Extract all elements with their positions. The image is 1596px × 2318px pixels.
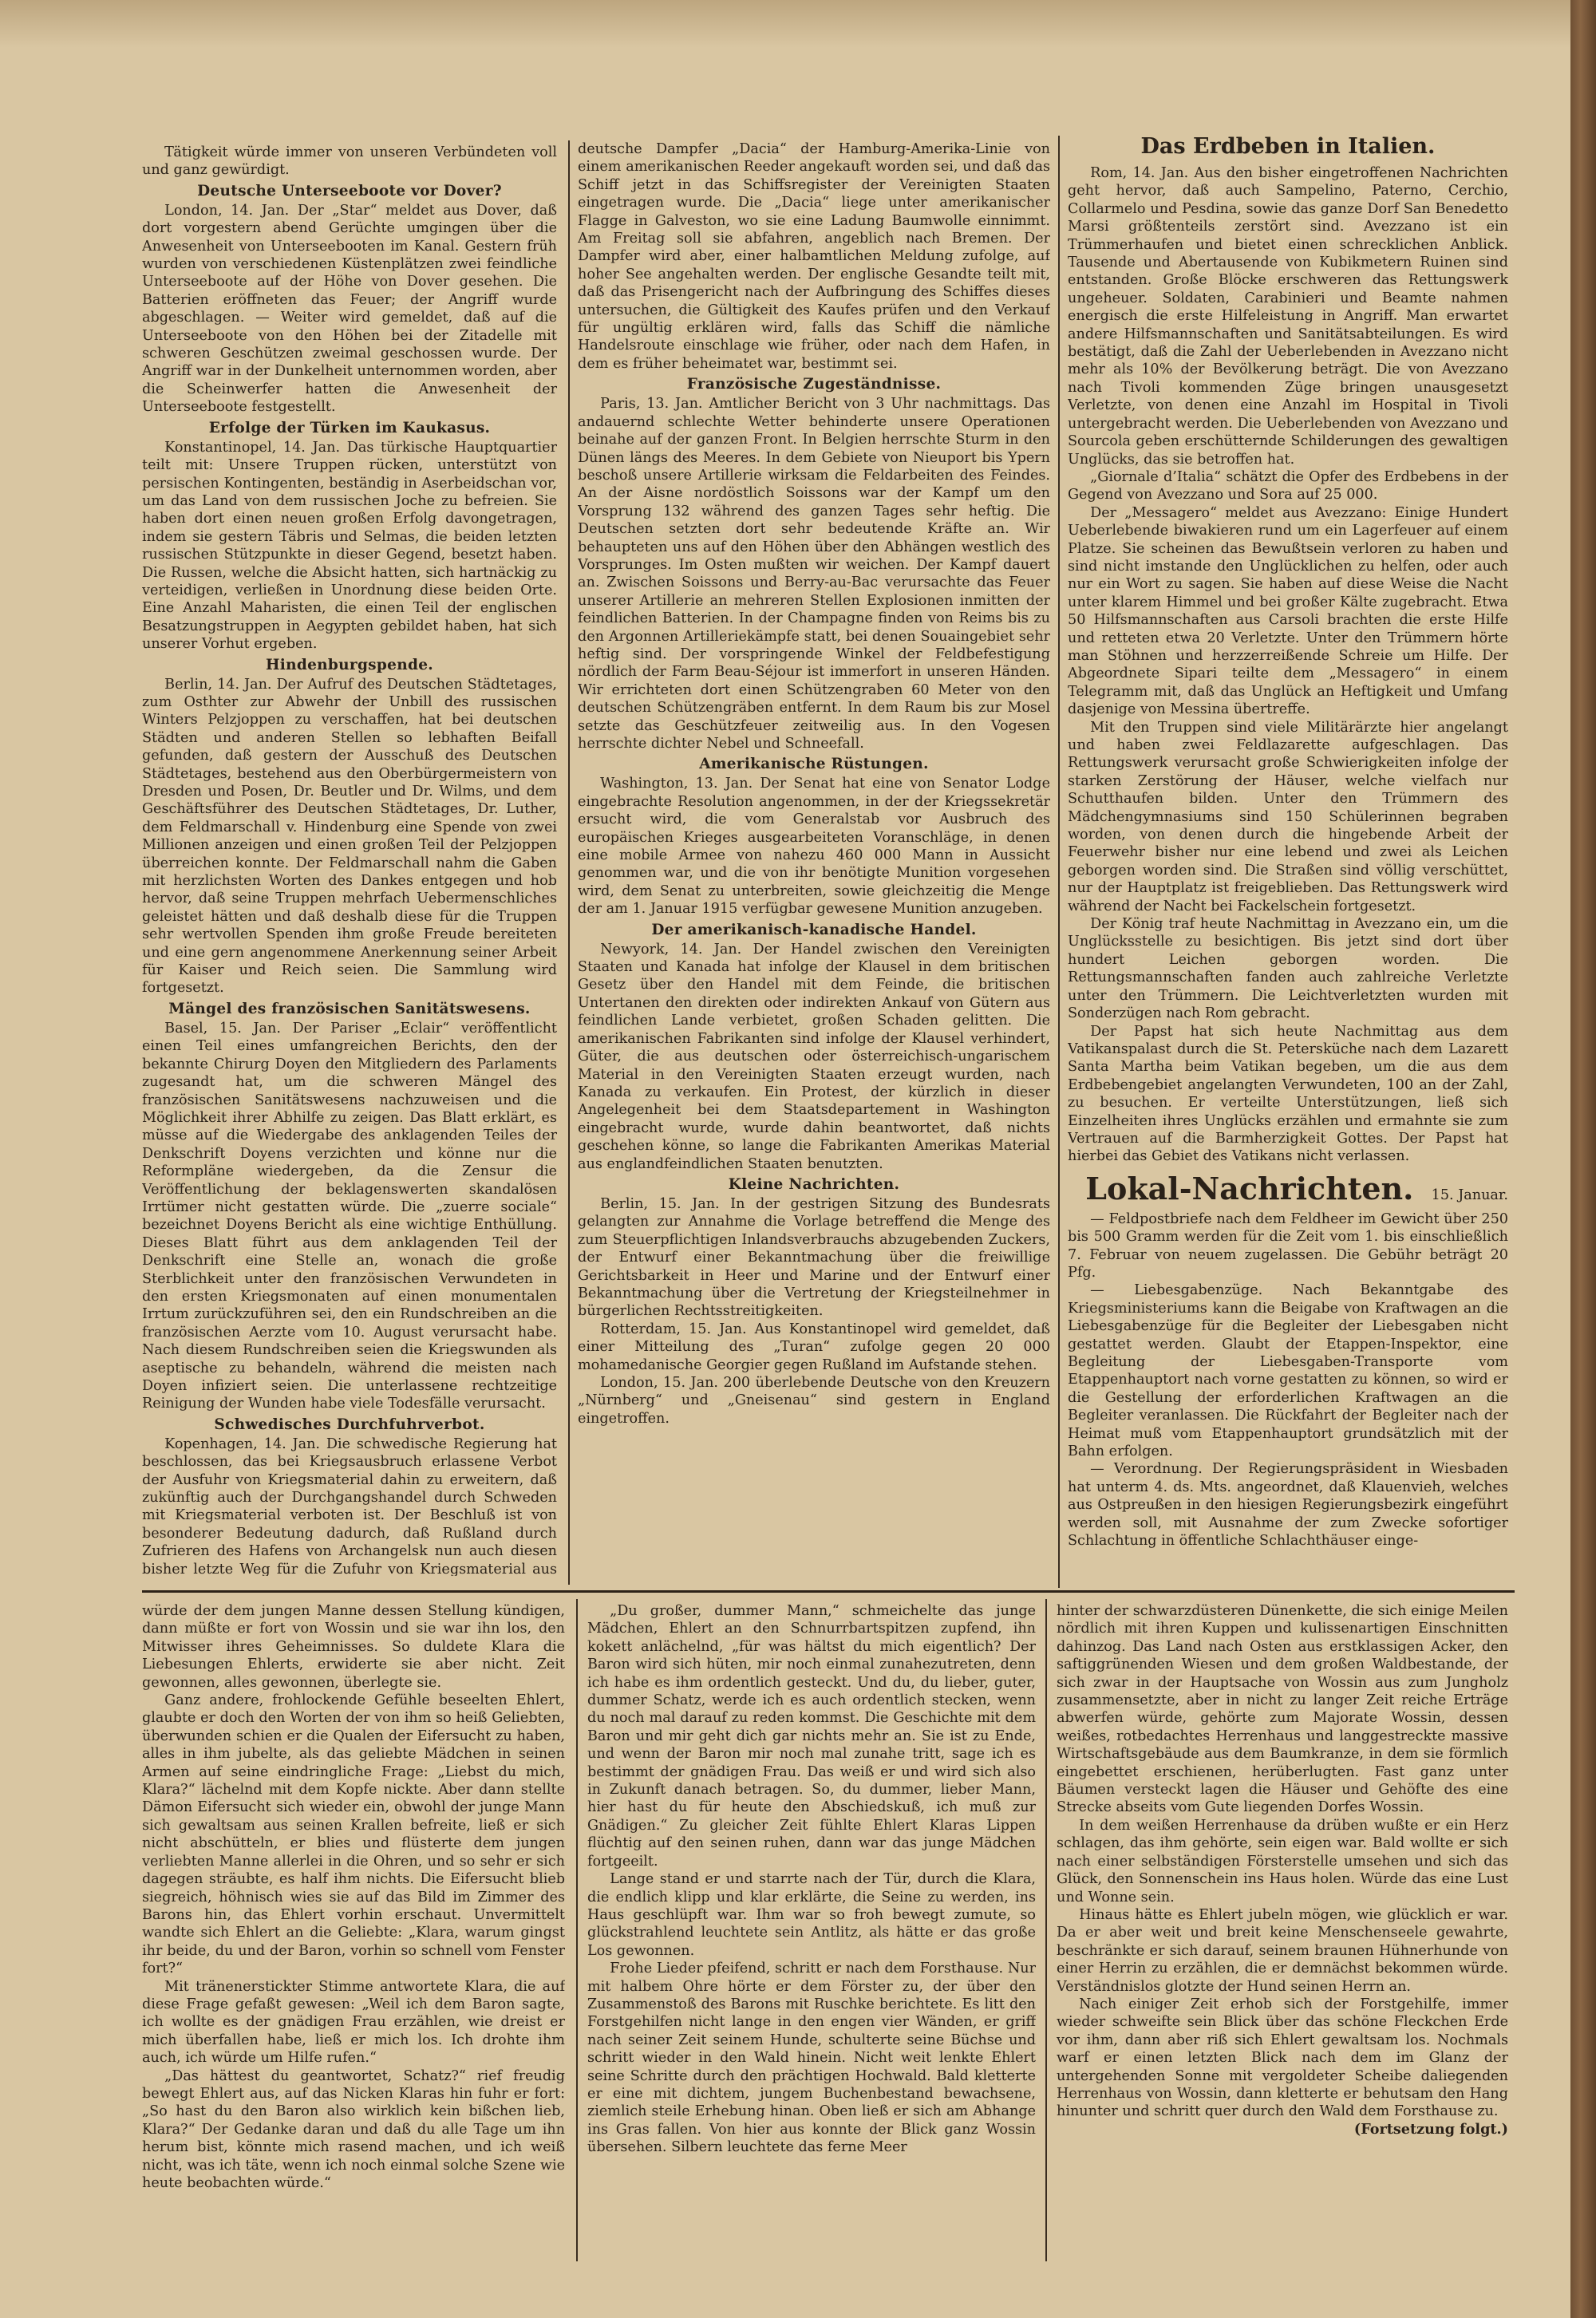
top-column-2 xyxy=(578,140,1050,1577)
article-paragraph: deutsche Dampfer „Dacia“ der Hamburg-Amerika-Linie von einem amerikanischen Reeder angekauft worden sei, und daß das Schiff jetzt in das Schiffsregister der Vereinigten Staaten eingetragen wurde. Die „Dacia“ liege unter amerikanischer Flagge in Galveston, wo sie eine Ladung Baumwolle einnimmt. Am Freitag soll sie abfahren, angeblich nach Bremen. Der Dampfer wird aber, einer halbamtlichen Meldung zufolge, auf hoher See angehalten werden. Der englische Gesandte teilt mit, daß das Prisengericht nach der Aufbringung des Schiffes dieses untersuchen, die Gültigkeit des Kaufes prüfen und den Verkauf für ungültig erklären wird, falls das Schiff die nämliche Handelsroute einschlage wie früher, oder nach dem Hafen, in dem es früher beheimatet war, bestimmt sei. xyxy=(578,141,1050,372)
article-paragraph: würde der dem jungen Manne dessen Stellung kündigen, dann müßte er fort von Wossin und sie war ihn los, den Mitwisser ihres Geheimnisses. So duldete Klara die Liebesungen Ehlerts, erwiderte sie aber nicht. Zeit gewonnen, alles gewonnen, überlegte sie. xyxy=(142,1603,565,1691)
article-paragraph: Frohe Lieder pfeifend, schritt er nach dem Forsthause. Nur mit halbem Ohre hörte er dem Förster zu, der über den Zusammenstoß des Barons mit Ruschke berichtete. Es litt den Forstgehilfen nicht lange in den engen vier Wänden, er griff nach seiner Zeit seinem Hunde, schulterte seine Büchse und schritt wieder in den Wald hinein. Nicht weit lenkte Ehlert seine Schritte durch den prächtigen Hochwald. Bald kletterte er eine mit dichtem, jungem Buchenbestand bewachsene, ziemlich steile Erhebung hinan. Oben ließ er sich am Abhange ins Gras fallen. Von hier aus konnte der Blick ganz Wossin übersehen. Silbern leuchtete das ferne Meer xyxy=(587,1961,1036,2156)
article-heading: Deutsche Unterseeboote vor Dover? xyxy=(197,182,502,199)
page-top-shadow xyxy=(0,0,1570,48)
article-paragraph: Ganz andere, frohlockende Gefühle beseelten Ehlert, glaubte er doch den Worten der von ihm so heiß Geliebten, überwunden schien er die Qualen der Eifersucht zu haben, alles in ihm jubelte, als das geliebte Mädchen in seinen Armen auf seine eindringliche Frage: „Liebst du mich, Klara?“ lächelnd mit dem Kopfe nickte. Aber dann stellte Dämon Eifersucht sich wieder ein, obwohl der junge Mann sich gewaltsam aus seinen Krallen befreite, ließ er sich nicht abschütteln, er blies und flüsterte dem jungen verliebten Manne allerlei in die Ohren, und so sehr er sich dagegen sträubte, es half ihm nichts. Die Eifersucht blieb siegreich, höhnisch wies sie auf das Bild im Zimmer des Barons hin, das Ehlert vorhin erschaut. Unvermittelt wandte sich Ehlert an die Geliebte: „Klara, warum gingst ihr beide, du und der Baron, vorhin so schnell vom Fenster fort?“ xyxy=(142,1692,565,1977)
lokal-nachrichten-header xyxy=(1068,1171,1508,1207)
article-paragraph: Nach einiger Zeit erhob sich der Forstgehilfe, immer wieder schweifte sein Blick über das schöne Fleckchen Erde vor ihm, dann aber riß sich Ehlert gewaltsam los. Nochmals warf er einen letzten Blick nach dem im Glanz der untergehenden Sonne mit vergoldeter Scheibe daliegenden Herrenhaus von Wossin, dann kletterte er behutsam den Hang hinunter und schritt quer durch den Wald dem Forsthause zu. xyxy=(1057,1996,1508,2120)
top-column-1 xyxy=(142,144,557,1576)
article-paragraph: Basel, 15. Jan. Der Pariser „Eclair“ veröffentlicht einen Teil eines umfangreichen Berichts, den der bekannte Chirurg Doyen den Mitgliedern des Parlaments zugesandt hat, um die schweren Mängel des französischen Sanitätswesens nachzuweisen und die Möglichkeit ihrer Abhilfe zu zeigen. Das Blatt erklärt, es müsse auf die Wiedergabe des anklagenden Teiles der Denkschrift Doyens verzichten und könne nur die Reformpläne wiedergeben, da die Zensur die Veröffentlichung der beklagenswerten skandalösen Irrtümer nicht gestatten würde. Die „zuerre sociale“ bezeichnet Doyens Bericht als eine wichtige Enthüllung. Dieses Blatt führt aus dem anklagenden Teil der Denkschrift eine Stelle an, wonach die große Sterblichkeit unter den französischen Verwundeten in den ersten Kriegsmonaten auf einen monumentalen Irrtum zurückzuführen sei, den ein Rundschreiben an die französischen Aerzte vom 10. August verursacht habe. Nach diesem Rundschreiben seien die Kriegswunden als aseptische zu behandeln, während die meisten nach Doyen infiziert seien. Die unterlassene rechtzeitige Reinigung der Wunden habe viele Todesfälle verursacht. xyxy=(142,1020,557,1412)
article-paragraph: Berlin, 14. Jan. Der Aufruf des Deutschen Städtetages, zum Osthter zur Abwehr der Unbill des russischen Winters Pelzjoppen zu verschaffen, hat bei deutschen Städten und anderen Stellen so lebhaften Beifall gefunden, daß gestern der Ausschuß des Deutschen Städtetages, bestehend aus den Oberbürgermeistern von Dresden und Posen, Dr. Beutler und Dr. Wilms, und dem Geschäftsführer des Deutschen Städtetages, Dr. Luther, dem Feldmarschall v. Hindenburg eine Spende von zwei Millionen anzeigen und einen großen Teil der Pelzjoppen überreichen konnte. Der Feldmarschall nahm die Gaben mit herzlichsten Worten des Dankes entgegen und hob hervor, daß seine Truppen mehrfach Uebermenschliches geleistet hätten und daß deshalb diese für die Truppen sehr wertvollen Spenden ihm große Freude bereiteten und eine gern angenommene Anerkennung seiner Arbeit für Kaiser und Reich seien. Die Sammlung wird fortgesetzt. xyxy=(142,676,557,997)
article-heading: Schwedisches Durchfuhrverbot. xyxy=(214,1416,485,1433)
article-paragraph: hinter der schwarzdüsteren Dünenkette, die sich einige Meilen nördlich mit ihren Kuppen und kulissenartigen Einschnitten dahinzog. Das Land nach Osten aus erstklassigen Acker, den saftiggrünenden Wiesen und dem großen Waldbestande, der sich zwar in der Hauptsache von Wossin aus zum Jungholz zusammensetzte, aber in nicht zu langer Zeit reiche Erträge abwerfen würde, gehörte zum Majorate Wossin, dessen weißes, rotbedachtes Herrenhaus und langgestreckte massive Wirtschaftsgebäude aus dem Baumkranze, in dem sie förmlich eingebettet erschienen, herüberlugten. Fast ganz unter Bäumen versteckt lagen die Häuser und Gehöfte des eine Strecke abseits vom Gute liegenden Dorfes Wossin. xyxy=(1057,1603,1508,1816)
article-heading: Der amerikanisch-kanadische Handel. xyxy=(651,921,977,938)
article-paragraph: Kopenhagen, 14. Jan. Die schwedische Regierung hat beschlossen, das bei Kriegsausbruch erlassene Verbot der Ausfuhr von Kriegsmaterial dahin zu erweitern, daß zukünftig auch der Durchgangshandel durch Schweden mit Kriegsmaterial verboten ist. Der Beschluß ist von besonderer Bedeutung dadurch, daß Rußland durch Zufrieren des Hafens von Archangelsk nun auch diesen bisher letzte Weg für die Zufuhr von Kriegsmaterial aus xyxy=(142,1435,557,1576)
article-paragraph: — Liebesgabenzüge. Nach Bekanntgabe des Kriegsministeriums kann die Beigabe von Kraftwagen an die Liebesgabenzüge für die Begleiter der Liebesgaben nicht gestattet werden. Glaubt der Etappen-Inspektor, eine Begleitung der Liebesgaben-Transporte vom Etappenhauptort nach vorne gestatten zu können, so wird er die Gestellung der erforderlichen Kraftwagen an die Begleiter veranlassen. Die Rückfahrt der Begleiter nach der Heimat muß vom Etappenhauptort grundsätzlich mit der Bahn erfolgen. xyxy=(1068,1282,1508,1460)
column-rule xyxy=(1045,1599,1047,2261)
article-paragraph: — Verordnung. Der Regierungspräsident in Wiesbaden hat unterm 4. ds. Mts. angeordnet, daß Klauenvieh, welches aus Ostpreußen in den hiesigen Regierungsbezirk eingeführt werden soll, mit Ausnahme der zum Zwecke sofortiger Schlachtung in öffentliche Schlachthäuser einge- xyxy=(1068,1461,1508,1550)
article-paragraph: Konstantinopel, 14. Jan. Das türkische Hauptquartier teilt mit: Unsere Truppen rücken, unterstützt von persischen Kontingenten, beständig in Aserbeidschan vor, um das Land von dem russischen Joche zu befreien. Sie haben dort einen neuen großen Erfolg davongetragen, indem sie gestern Täbris und Selmas, die beiden letzten russischen Stützpunkte in dieser Gegend, besetzt haben. Die Russen, welche die Absicht hatten, sich hartnäckig zu verteidigen, verließen in Unordnung diese beiden Orte. Eine Anzahl Maharisten, die einen Teil der englischen Besatzungstruppen in Aegypten gebildet haben, hat sich unserer Vorhut ergeben. xyxy=(142,439,557,653)
article-heading: Mängel des französischen Sanitätswesens. xyxy=(168,1000,531,1017)
section-heading: Lokal-Nachrichten. xyxy=(1085,1170,1414,1206)
article-paragraph: Washington, 13. Jan. Der Senat hat eine von Senator Lodge eingebrachte Resolution angenommen, in der der Kriegssekretär ersucht wird, die vom Generalstab vor Ausbruch des europäischen Krieges ausgearbeiteten Voranschläge, in denen eine mobile Armee von nahezu 460 000 Mann in Aussicht genommen war, und die von ihr benötigte Munition vorgesehen wird, dem Senat zu unterbreiten, sowie gleichzeitig die Menge der am 1. Januar 1915 verfügbar gewesene Munition anzugeben. xyxy=(578,776,1050,918)
column-rule xyxy=(576,1599,578,2261)
article-paragraph: Der König traf heute Nachmittag in Avezzano ein, um die Unglücksstelle zu besichtigen. Bis jetzt sind dort über hundert Leichen geborgen worden. Die Rettungsmannschaften fanden auch zahlreiche Verletzte unter den Trümmern. Die Leichtverletzten wurden mit Sonderzügen nach Rom gebracht. xyxy=(1068,916,1508,1022)
article-heading: Amerikanische Rüstungen. xyxy=(699,756,929,773)
article-paragraph: Der Papst hat sich heute Nachmittag aus dem Vatikanspalast durch die St. Petersküche nach dem Lazarett Santa Martha beim Vatikan begeben, um die aus dem Erdbebengebiet angelangten Verwundeten, 100 an der Zahl, zu besuchen. Er verteilte Unterstützungen, ließ sich Einzelheiten ihres Unglücks erzählen und ermahnte sie zum Vertrauen auf die Barmherzigkeit Gottes. Der Papst hat hierbei das Gebiet des Vatikans nicht verlassen. xyxy=(1068,1023,1508,1165)
article-paragraph: Hinaus hätte es Ehlert jubeln mögen, wie glücklich er war. Da er aber weit und breit keine Menschenseele gewahrte, beschränkte er sich darauf, seinem braunen Hühnerhunde von einer Herrin zu erzählen, die er demnächst bekommen würde. Verständnislos glotzte der Hund seinen Herrn an. xyxy=(1057,1906,1508,1995)
continuation-note: (Fortsetzung folgt.) xyxy=(1353,2120,1508,2138)
article-heading: Erfolge der Türken im Kaukasus. xyxy=(208,419,491,436)
section-heading: Das Erdbeben in Italien. xyxy=(1140,134,1436,159)
article-paragraph: London, 14. Jan. Der „Star“ meldet aus Dover, daß dort vorgestern abend Gerüchte umgingen über die Anwesenheit von Unterseebooten im Kanal. Gestern früh wurden von verschiedenen Küstenplätzen zwei feindliche Unterseeboote auf der Höhe von Dover gesehen. Die Batterien eröffneten das Feuer; der Angriff wurde abgeschlagen. — Weiter wird gemeldet, daß auf die Unterseeboote von den Höhen bei der Zitadelle mit schweren Geschützen zweimal geschossen wurde. Der Angriff war in der Dunkelheit unternommen worden, aber die Scheinwerfer hatten die Anwesenheit der Unterseeboote festgestellt. xyxy=(142,202,557,416)
article-paragraph: „Du großer, dummer Mann,“ schmeichelte das junge Mädchen, Ehlert an den Schnurrbartspitzen zupfend, ihn kokett anlächelnd, „für was hältst du mich eigentlich? Der Baron wird sich hüten, mir noch einmal zunahezutreten, denn ich habe es ihm ordentlich gesteckt. Und du, du lieber, guter, dummer Schatz, werde ich es auch ordentlich stecken, wenn du noch mal darauf zu reden kommst. Die Geschichte mit dem Baron und mir geht dich gar nichts mehr an. Sie ist zu Ende, und wenn der Baron mir noch mal zunahe tritt, sage ich es bestimmt der gnädigen Frau. Das weiß er und wird sich also in Zukunft danach betragen. So, du dummer, lieber Mann, hier hast du für heute den Abschiedskuß, ich muß zur Gnädigen.“ Zu gleicher Zeit fühlte Ehlert Klaras Lippen flüchtig auf den seinen ruhen, dann war das junge Mädchen fortgeeilt. xyxy=(587,1603,1036,1870)
article-paragraph: In dem weißen Herrenhause da drüben wußte er ein Herz schlagen, das ihm gehörte, sein eigen war. Bald wollte er sich nach einer selbständigen Försterstelle umsehen und sich das Glück, den Sonnenschein ins Haus holen. Würde das eine Lust und Wonne sein. xyxy=(1057,1817,1508,1905)
article-paragraph: — Feldpostbriefe nach dem Feldheer im Gewicht über 250 bis 500 Gramm werden für die Zeit vom 1. bis einschließlich 7. Februar von neuem zugelassen. Die Gebühr beträgt 20 Pfg. xyxy=(1068,1210,1508,1281)
bottom-column-2 xyxy=(587,1602,1036,2257)
article-paragraph: Rotterdam, 15. Jan. Aus Konstantinopel wird gemeldet, daß einer Mitteilung des „Turan“ zufolge gegen 20 000 mohamedanische Georgier gegen Rußland im Aufstande stehen. xyxy=(578,1321,1050,1373)
article-paragraph: Lange stand er und starrte nach der Tür, durch die Klara, die endlich klipp und klar erklärte, die Seine zu werden, ins Haus geschlüpft war. Ihm war so froh bewegt zumute, so glückstrahlend leuchtete sein Antlitz, als hätte er das große Los gewonnen. xyxy=(587,1871,1036,1959)
column-rule xyxy=(568,140,570,1585)
bottom-column-3 xyxy=(1057,1602,1508,2257)
section-divider xyxy=(142,1590,1515,1593)
page-edge xyxy=(1570,0,1596,2318)
article-heading: Hindenburgspende. xyxy=(266,656,433,673)
article-paragraph: Mit tränenerstickter Stimme antwortete Klara, die auf diese Frage gefaßt gewesen: „Weil ich dem Baron sagte, ich wollte es der gnädigen Frau erzählen, wie dreist er mich überfallen habe, ließ er mich los. Ich drohte ihm auch, ich würde um Hilfe rufen.“ xyxy=(142,1978,565,2067)
top-column-3 xyxy=(1068,132,1508,1582)
column-rule xyxy=(1058,136,1060,1588)
article-paragraph: Paris, 13. Jan. Amtlicher Bericht von 3 Uhr nachmittags. Das andauernd schlechte Wetter behinderte unsere Operationen beinahe auf der ganzen Front. In Belgien herrschte Sturm in den Dünen längs des Meeres. In dem Gebiete von Nieuport bis Ypern beschoß unsere Artillerie wirksam die Feldarbeiten des Feindes. An der Aisne nordöstlich Soissons war der Kampf um den Vorsprung 132 während des ganzen Tages sehr heftig. Die Deutschen setzten dort sehr bedeutende Kräfte an. Wir behaupteten uns auf den Höhen über den Abhängen westlich des Vorsprunges. Im Osten mußten wir weichen. Der Kampf dauert an. Zwischen Soissons und Berry-au-Bac verursachte das Feuer unserer Artillerie an mehreren Stellen Explosionen inmitten der feindlichen Batterien. In der Champagne finden von Reims bis zu den Argonnen Artilleriekämpfe statt, bei denen Souaingebiet sehr heftig sind. Der vorspringende Winkel der Feldbefestigung nördlich der Farm Beau-Séjour ist immerfort in unseren Händen. Wir errichteten dort einen Schützengraben 60 Meter von den deutschen Schützengräben entfernt. In dem Raum bis zur Mosel setzte das Geschützfeuer zeitweilig aus. In den Vogesen herrschte dichter Nebel und Schneefall. xyxy=(578,396,1050,752)
article-paragraph: Newyork, 14. Jan. Der Handel zwischen den Vereinigten Staaten und Kanada hat infolge der Klausel in dem britischen Gesetz über den Handel mit dem Feinde, die britischen Untertanen den direkten oder indirekten Ankauf von Gütern aus feindlichen Lande verbietet, großen Schaden gelitten. Die amerikanischen Fabrikanten sind infolge der Klausel verhindert, Güter, die aus deutschen oder österreichisch-ungarischem Material in den Vereinigten Staaten erzeugt wurden, nach Kanada zu verkaufen. Ein Protest, der kürzlich in dieser Angelegenheit bei dem Staatsdepartement in Washington eingebracht wurde, wurde dahin beantwortet, daß nichts geschehen könne, so lange die Fabrikanten Amerikas Material aus englandfeindlichen Staaten benutzten. xyxy=(578,941,1050,1172)
article-paragraph: Tätigkeit würde immer von unseren Verbündeten voll und ganz gewürdigt. xyxy=(142,144,557,179)
article-paragraph: Rom, 14. Jan. Aus den bisher eingetroffenen Nachrichten geht hervor, daß auch Sampelino, Paterno, Cerchio, Collarmelo und Pesdina, sowie das ganze Dorf San Benedetto Marsi größtenteils zerstört sind. Avezzano ist ein Trümmerhaufen und bietet einen schrecklichen Anblick. Tausende und Abertausende von Kubikmetern Ruinen sind entstanden. Große Blöcke erschweren das Rettungswerk ungeheuer. Soldaten, Carabinieri und Beamte nahmen energisch die erste Hilfeleistung in Angriff. Man erwartet andere Hilfsmannschaften und Sanitätsabteilungen. Es wird bestätigt, daß die Zahl der Ueberlebenden in Avezzano nicht mehr als 10% der Bevölkerung beträgt. Die von Avezzano nach Tivoli kommenden Züge bringen unausgesetzt Verletzte, von denen eine Anzahl im Hospital in Tivoli untergebracht werden. Die Ueberlebenden von Avezzano und Sourcola geben erschütternde Schilderungen des gewaltigen Unglücks, das sie betroffen hat. xyxy=(1068,165,1508,468)
bottom-column-1 xyxy=(142,1602,565,2257)
article-heading: Kleine Nachrichten. xyxy=(728,1175,900,1193)
article-paragraph: „Das hättest du geantwortet, Schatz?“ rief freudig bewegt Ehlert aus, auf das Nicken Klaras hin fuhr er fort: „So hast du den Baron also wirklich kein bißchen lieb, Klara?“ Der Gedanke daran und daß du alle Tage um ihn herum bist, könnte mich rasend machen, und ich weiß nicht, was ich täte, wenn ich noch einmal solche Szene wie heute beobachten würde.“ xyxy=(142,2067,565,2191)
article-paragraph: „Giornale d’Italia“ schätzt die Opfer des Erdbebens in der Gegend von Avezzano und Sora auf 25 000. xyxy=(1068,468,1508,503)
article-heading: Französische Zugeständnisse. xyxy=(686,376,942,393)
article-paragraph: Der „Messagero“ meldet aus Avezzano: Einige Hundert Ueberlebende biwakieren rund um ein Lagerfeuer auf einem Platze. Sie scheinen das Bewußtsein verloren zu haben und sind nicht imstande den Unglücklichen zu helfen, oder auch nur ein Wort zu sagen. Sie haben auf diese Weise die Nacht unter klarem Himmel und bei großer Kälte zugebracht. Etwa 50 Hilfsmannschaften aus Carsoli brachten die erste Hilfe und retteten etwa 20 Verletzte. Unter den Trümmern hörte man Stöhnen und herzzerreißende Schreie um Hilfe. Der Abgeordnete Sipari teilte dem „Messagero“ in einem Telegramm mit, daß das Unglück an Heftigkeit und Umfang dasjenige von Messina übertreffe. xyxy=(1068,504,1508,718)
article-paragraph: Mit den Truppen sind viele Militärärzte hier angelangt und haben zwei Feldlazarette aufgeschlagen. Das Rettungswerk verursacht große Schwierigkeiten infolge der starken Zerstörung der Häuser, welche vielfach nur Schutthaufen bilden. Unter den Trümmern des Mädchengymnasiums sind 150 Schülerinnen begraben worden, von denen durch die hingebende Arbeit der Feuerwehr bisher nur eine lebend und zwei als Leichen geborgen worden sind. Die Straßen sind völlig verschüttet, nur der Hauptplatz ist freigeblieben. Das Rettungswerk wird während der Nacht bei Fackelschein fortgesetzt. xyxy=(1068,719,1508,914)
article-paragraph: Berlin, 15. Jan. In der gestrigen Sitzung des Bundesrats gelangten zur Annahme die Vorlage betreffend die Menge des zum Steuerpflichtigen Inlandsverbrauchs abzugebenden Zuckers, der Entwurf einer Bekanntmachung über die freiwillige Gerichtsbarkeit in Heer und Marine und der Entwurf einer Bekanntmachung über die Vertretung der Kriegsteilnehmer in bürgerlichen Rechtsstreitigkeiten. xyxy=(578,1195,1050,1320)
article-paragraph: London, 15. Jan. 200 überlebende Deutsche von den Kreuzern „Nürnberg“ und „Gneisenau“ sind gestern in England eingetroffen. xyxy=(578,1375,1050,1427)
section-date: 15. Januar. xyxy=(1431,1187,1508,1203)
